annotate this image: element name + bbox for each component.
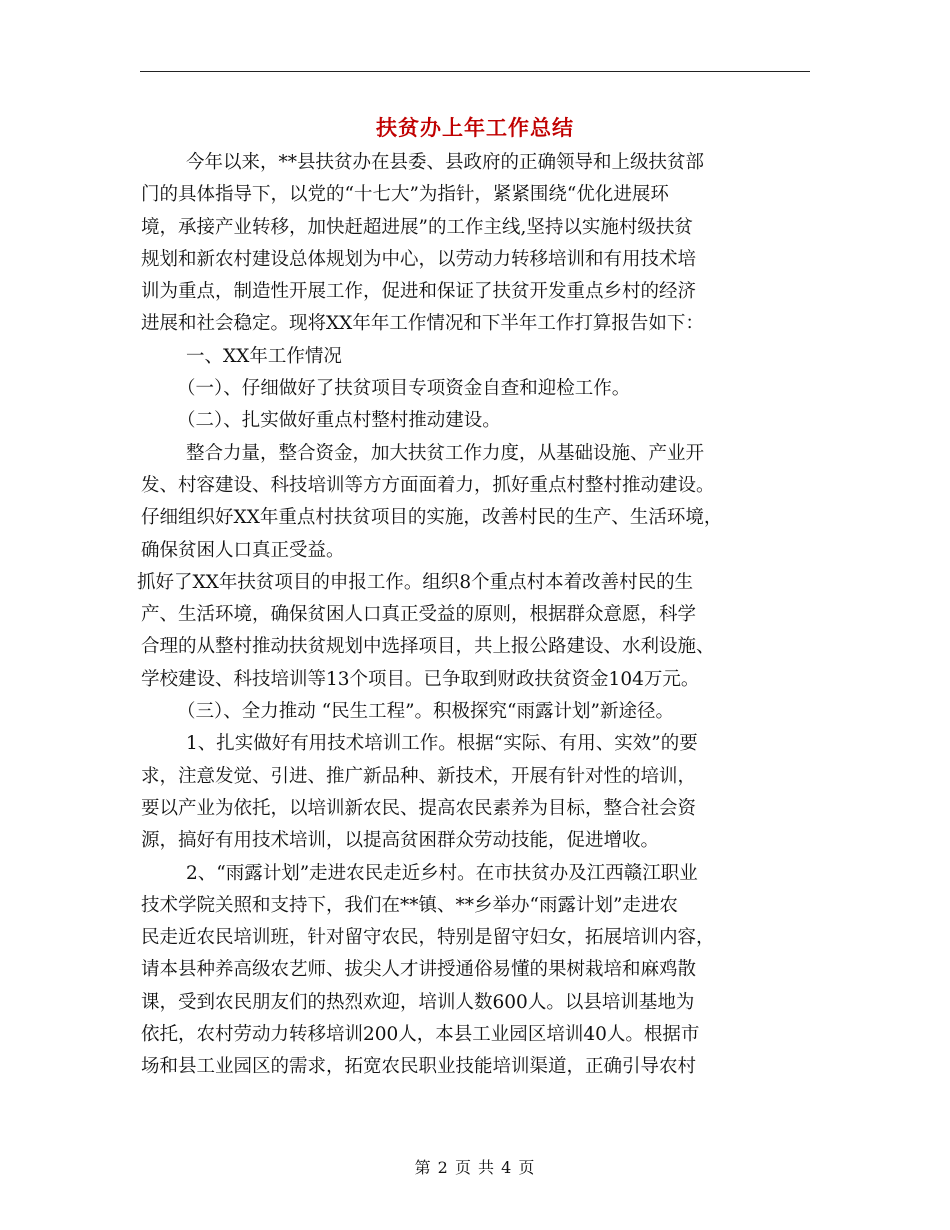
body-line: 境，承接产业转移，加快赶超进展”的工作主线,坚持以实施村级扶贫 [141,216,693,238]
body-line: 依托，农村劳动力转移培训200人，本县工业园区培训40人。根据市 [141,1024,700,1046]
body-line: 确保贫困人口真正受益。 [141,539,345,561]
body-line: 课，受到农民朋友们的热烈欢迎，培训人数600人。以县培训基地为 [141,991,695,1013]
subsection-heading: （二）、扎实做好重点村整村推动建设。 [177,410,501,432]
body-line: 求，注意发觉、引进、推广新品种、新技术，开展有针对性的培训， [141,765,697,787]
body-line: 进展和社会稳定。现将XX年年工作情况和下半年工作打算报告如下： [141,313,704,335]
body-line: 整合力量，整合资金，加大扶贫工作力度，从基础设施、产业开 [186,442,705,464]
body-line: 门的具体指导下，以党的“十七大”为指针，紧紧围绕“优化进展环 [141,184,669,206]
subsection-heading: （一）、仔细做好了扶贫项目专项资金自查和迎检工作。 [177,378,631,400]
body-line: 2、“雨露计划”走进农民走近乡村。在市扶贫办及江西赣江职业 [186,862,698,884]
body-line: 源，搞好有用技术培训，以提高贫困群众劳动技能，促进增收。 [141,830,660,852]
document-title: 扶贫办上年工作总结 [376,115,574,140]
body-line: 今年以来，**县扶贫办在县委、县政府的正确领导和上级扶贫部 [186,152,705,173]
body-line: 1、扎实做好有用技术培训工作。根据“实际、有用、实效”的要 [186,733,698,755]
body-line: 发、村容建设、科技培训等方方面面着力，抓好重点村整村推动建设。 [141,474,715,496]
body-line: 仔细组织好XX年重点村扶贫项目的实施，改善村民的生产、生活环境， [141,507,723,529]
document-body [137,147,813,1084]
body-line: 规划和新农村建设总体规划为中心，以劳动力转移培训和有用技术培 [141,248,697,270]
body-line: 学校建设、科技培训等13个项目。已争取到财政扶贫资金104万元。 [141,668,700,690]
body-line: 民走近农民培训班，针对留守农民，特别是留守妇女，拓展培训内容， [141,927,715,949]
body-line: 产、生活环境，确保贫困人口真正受益的原则，根据群众意愿，科学 [141,604,697,626]
body-line: 抓好了XX年扶贫项目的申报工作。组织8个重点村本着改善村民的生 [137,571,694,593]
body-line: 技术学院关照和支持下，我们在**镇、**乡举办“雨露计划”走进农 [141,894,678,916]
body-line: 要以产业为依托，以培训新农民、提高农民素养为目标，整合社会资 [141,797,697,819]
page-footer: 第 2 页 共 4 页 [414,1158,536,1177]
header-rule [140,71,810,72]
body-line: 场和县工业园区的需求，拓宽农民职业技能培训渠道，正确引导农村 [141,1056,697,1078]
body-line: 训为重点，制造性开展工作，促进和保证了扶贫开发重点乡村的经济 [141,281,697,303]
body-line: 合理的从整村推动扶贫规划中选择项目，共上报公路建设、水利设施、 [141,636,715,658]
section-heading: 一、XX年工作情况 [186,345,342,367]
body-line: 请本县种养高级农艺师、拔尖人才讲授通俗易懂的果树栽培和麻鸡散 [141,959,697,981]
subsection-heading: （三）、全力推动 “民生工程”。积极探究“雨露计划”新途径。 [177,701,674,723]
